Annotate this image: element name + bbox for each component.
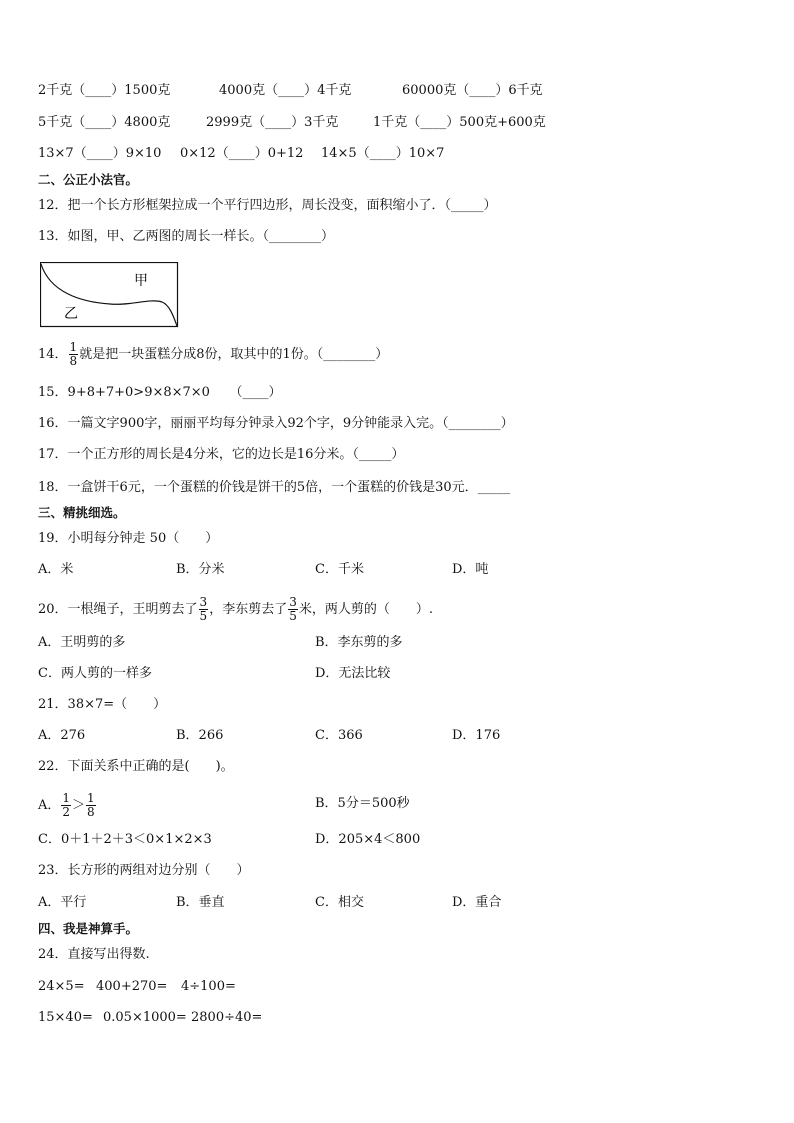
option-b: B．李东剪的多: [315, 635, 403, 650]
compare-item: 4000克（____）4千克: [219, 83, 352, 98]
compare-item: 0×12（____）0+12: [180, 146, 304, 161]
question-16: 16．一篇文字900字，丽丽平均每分钟录入92个字，9分钟能录入完。（________）: [38, 416, 514, 431]
option-c: C．两人剪的一样多: [38, 666, 152, 681]
calc-item: 400+270=: [96, 979, 168, 994]
frac-den: 5: [289, 609, 297, 623]
frac-num: 3: [289, 595, 297, 609]
question-19: 19．小明每分钟走 50（ ）: [38, 531, 219, 546]
compare-item: 1千克（____）500克+600克: [373, 115, 546, 130]
option-a: A．王明剪的多: [38, 635, 126, 650]
frac-num: 1: [62, 791, 71, 805]
option-d: D．吨: [452, 562, 489, 577]
fraction: [199, 596, 209, 623]
q14-prefix: 14．: [38, 347, 68, 362]
question-12: 12．把一个长方形框架拉成一个平行四边形，周长没变，面积缩小了．（_____）: [38, 198, 497, 213]
option-a: [38, 792, 97, 819]
calc-item: 0.05×1000=: [103, 1010, 187, 1025]
option-c: C．相交: [315, 895, 364, 910]
compare-operator: ＞: [72, 798, 86, 813]
section-title: 二、公正小法官。: [38, 172, 139, 187]
q14-text: 就是把一块蛋糕分成8份，取其中的1份。（________）: [79, 347, 389, 362]
question-23: 23．长方形的两组对边分别（ ）: [38, 863, 250, 878]
fraction: [61, 792, 71, 819]
option-a: A．米: [38, 562, 74, 577]
calc-item: 2800÷40=: [191, 1010, 263, 1025]
frac-den: 8: [87, 805, 95, 819]
option-c: C．千米: [315, 562, 364, 577]
frac-num: 3: [199, 595, 208, 609]
question-14: [38, 341, 388, 368]
fraction: [288, 596, 298, 623]
option-a: A．平行: [38, 895, 87, 910]
frac-den: 8: [69, 354, 78, 368]
fraction: [86, 792, 96, 819]
question-13: 13．如图，甲、乙两图的周长一样长。（________）: [38, 229, 335, 244]
q20-part1: 20．一根绳子，王明剪去了: [38, 602, 198, 617]
compare-item: 60000克（____）6千克: [402, 83, 543, 98]
compare-item: 2千克（____）1500克: [38, 83, 171, 98]
q20-part3: 米，两人剪的（ ）.: [298, 602, 433, 617]
option-d: D．176: [452, 728, 501, 743]
question-18: 18．一盒饼干6元，一个蛋糕的价钱是饼干的5倍，一个蛋糕的价钱是30元．_____: [38, 480, 511, 495]
calc-item: 15×40=: [38, 1010, 93, 1025]
option-d: D．无法比较: [315, 666, 391, 681]
compare-item: 13×7（____）9×10: [38, 146, 162, 161]
option-b: B．垂直: [176, 895, 225, 910]
compare-item: 5千克（____）4800克: [38, 115, 171, 130]
compare-item: 14×5（____）10×7: [321, 146, 445, 161]
q20-part2: ，李东剪去了: [209, 602, 288, 617]
question-15: 15．9+8+7+0>9×8×7×0 （____）: [38, 385, 282, 400]
option-b: B．266: [176, 728, 224, 743]
perimeter-figure: [40, 262, 180, 328]
frac-den: 2: [62, 805, 71, 819]
calc-item: 4÷100=: [181, 979, 236, 994]
option-d: D．205×4＜800: [315, 832, 421, 847]
frac-den: 5: [199, 609, 208, 623]
label-yi: 乙: [64, 306, 78, 322]
option-b: B．5分＝500秒: [315, 796, 410, 811]
option-a: A．276: [38, 728, 86, 743]
question-17: 17．一个正方形的周长是4分米，它的边长是16分米。（_____）: [38, 447, 405, 462]
question-21: 21．38×7=（ ）: [38, 697, 167, 712]
frac-num: 1: [69, 340, 78, 354]
option-d: D．重合: [452, 895, 502, 910]
section-title: 三、精挑细选。: [38, 505, 126, 520]
question-20: [38, 596, 433, 623]
compare-item: 2999克（____）3千克: [206, 115, 339, 130]
frac-num: 1: [87, 791, 95, 805]
question-22: 22．下面关系中正确的是( )。: [38, 759, 234, 774]
calc-item: 24×5=: [38, 979, 85, 994]
option-b: B．分米: [176, 562, 225, 577]
label-jia: 甲: [134, 273, 148, 289]
option-prefix: A．: [38, 798, 61, 813]
option-c: C．0＋1＋2＋3＜0×1×2×3: [38, 832, 212, 847]
question-24: 24．直接写出得数.: [38, 947, 150, 962]
option-c: C．366: [315, 728, 363, 743]
section-title: 四、我是神算手。: [38, 921, 139, 936]
fraction: [69, 341, 79, 368]
